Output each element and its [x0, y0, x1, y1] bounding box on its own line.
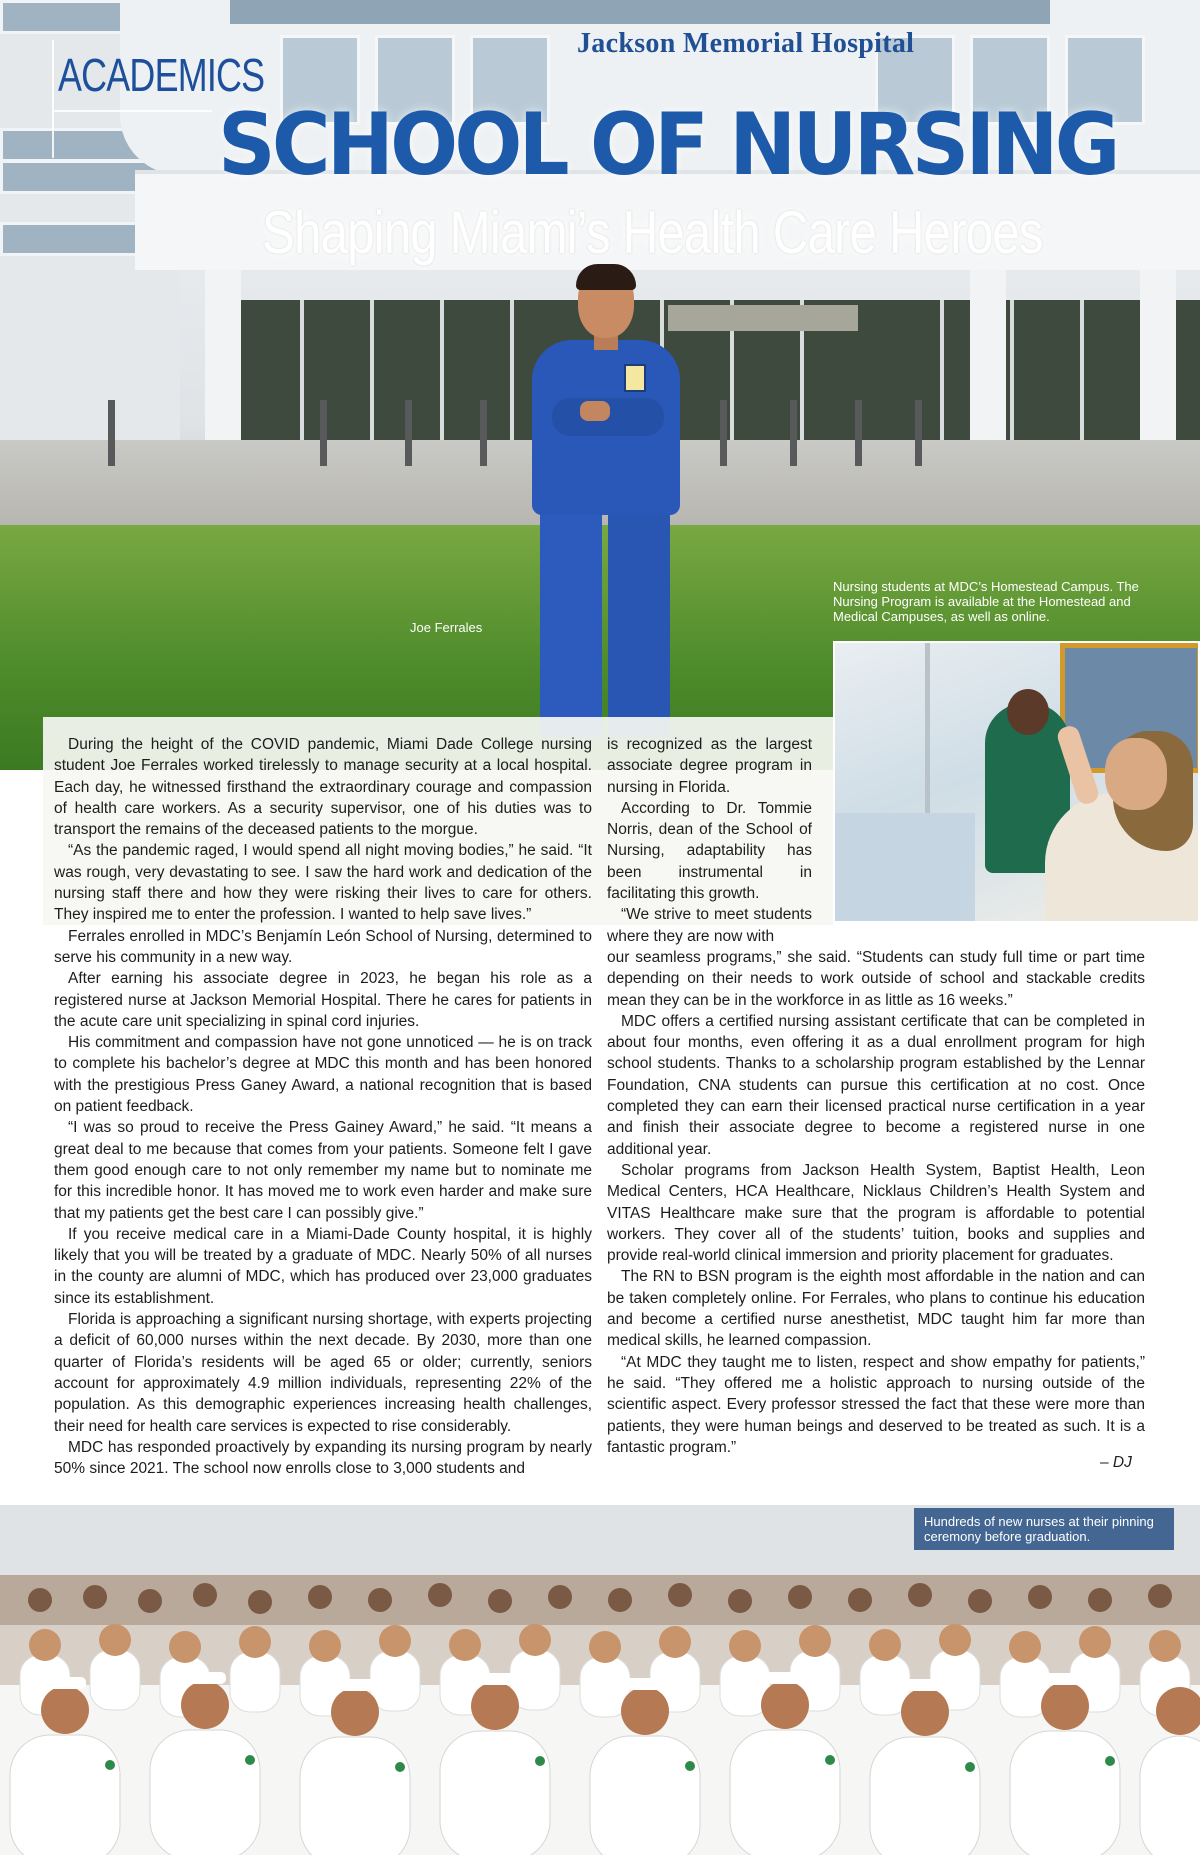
crowd-figures	[0, 1505, 1200, 1855]
paragraph: After earning his associate degree in 2023, he began his role as a registered nurse at Jackson Memorial Hospital. There he cares for patients in the acute care unit specializing in spinal cord injuries.	[54, 970, 592, 1030]
article-column-1	[54, 734, 592, 1479]
paragraph: According to Dr. Tommie Norris, dean of the School of Nursing, adaptability has been instrumental in facilitating this growth.	[607, 799, 812, 903]
paragraph: During the height of the COVID pandemic, Miami Dade College nursing student Joe Ferrales worked tirelessly to manage security at a local hospital. Each day, he witnessed firsthand the extraordinary courage and compassion of health care workers. As a security supervisor, one of his duties was to transport the remains of the deceased patients to the morgue.	[54, 736, 592, 839]
paragraph: MDC offers a certified nursing assistant certificate that can be completed in about four months, even offering it as a dual enrollment program for high school students. Thanks to a scholarship program established by the Lennar Foundation, CNA students can pursue this certification at no cost. Once completed they can earn their licensed practical nurse certification in a year and finish their associate degree to become a registered nurse in one additional year.	[607, 1012, 1145, 1158]
column-2-narrow	[607, 734, 812, 947]
paragraph: His commitment and compassion have not gone unnoticed — he is on track to complete his bachelor’s degree at MDC this month and has been honored with the prestigious Press Ganey Award, a national recognition that is based on patient feedback.	[54, 1034, 592, 1116]
paragraph: our seamless programs,” she said. “Students can study full time or part time depending on their needs to work outside of school and stackable credits mean they can be in the workforce in as little as 16 weeks.”	[607, 948, 1145, 1009]
paragraph: “At MDC they taught me to listen, respect and show empathy for patients,” he said. “They offered me a holistic approach to nursing outside of the scientific aspect. Every professor stressed the fact that these were more than patients, they were human beings and deserved to be treated as such. It is a fantastic program.”	[607, 1353, 1145, 1456]
portrait-figure	[500, 268, 700, 738]
paragraph: MDC has responded proactively by expanding its nursing program by nearly 50% since 2021. The school now enrolls close to 3,000 students and	[54, 1438, 592, 1478]
paragraph: is recognized as the largest associate degree program in nursing in Florida.	[607, 736, 812, 796]
inset-caption: Nursing students at MDC’s Homestead Campus. The Nursing Program is available at the Homestead and Medical Campuses, as well as online.	[833, 579, 1139, 624]
paragraph: “As the pandemic raged, I would spend all night moving bodies,” he said. “It was rough, very devastating to see. I saw the hard work and dedication of the nursing staff there and how they were risking their lives to care for others. They inspired me to enter the profession. I wanted to help save lives.”	[54, 842, 592, 924]
paragraph: Florida is approaching a significant nursing shortage, with experts projecting a deficit of 60,000 nurses within the next decade. By 2030, more than one quarter of Florida’s residents will be aged 65 or older; currently, seniors account for approximately 4.9 million individuals, representing 22% of the population. As this demographic experiences increasing health challenges, their need for health care services is expected to rise considerably.	[54, 1311, 592, 1435]
article-column-2	[607, 734, 1145, 1458]
section-label: ACADEMICS	[58, 49, 265, 101]
author-byline: – DJ	[1100, 1454, 1132, 1471]
page-subtitle: Shaping Miami’s Health Care Heroes	[262, 199, 1043, 266]
page-title: SCHOOL OF NURSING	[218, 95, 1117, 195]
pillar	[205, 270, 241, 440]
portrait-caption: Joe Ferrales	[410, 620, 483, 635]
paragraph: “We strive to meet students where they are now with	[607, 906, 812, 945]
paragraph: Scholar programs from Jackson Health System, Baptist Health, Leon Medical Centers, HCA Healthcare, Nicklaus Children’s Health System and VITAS Healthcare make sure that the program is affordable to potential workers. They cover all of the students’ tuition, books and supplies and provide real-world clinical immersion and priority placement for graduates.	[607, 1161, 1145, 1265]
paragraph: The RN to BSN program is the eighth most affordable in the nation and can be taken completely online. For Ferrales, who plans to continue his education and become a certified nurse anesthetist, MDC taught him far more than medical skills, he learned compassion.	[607, 1268, 1145, 1350]
pinning-ceremony-photo	[0, 1505, 1200, 1855]
building-roof-band	[230, 0, 1050, 24]
section-rule	[52, 40, 54, 158]
id-badge	[624, 364, 646, 392]
paragraph: Ferrales enrolled in MDC’s Benjamín León School of Nursing, determined to serve his community in a new way.	[54, 927, 592, 966]
hospital-sign: Jackson Memorial Hospital	[577, 28, 915, 59]
pillar	[1140, 270, 1176, 440]
pillar	[970, 270, 1006, 440]
paragraph: If you receive medical care in a Miami-Dade County hospital, it is highly likely that you will be treated by a graduate of MDC. Nearly 50% of all nurses in the county are alumni of MDC, which has produced over 23,000 graduates since its establishment.	[54, 1225, 592, 1307]
section-rule	[52, 110, 212, 112]
crowd-caption: Hundreds of new nurses at their pinning ceremony before graduation.	[914, 1508, 1174, 1550]
paragraph: “I was so proud to receive the Press Gainey Award,” he said. “It means a great deal to me because that comes from your patients. Someone felt I gave them good enough care to not only remember my name but to nominate me for this incredible honor. It has moved me to work even harder and make sure that my patients get the best care I can possibly give.”	[54, 1119, 592, 1222]
